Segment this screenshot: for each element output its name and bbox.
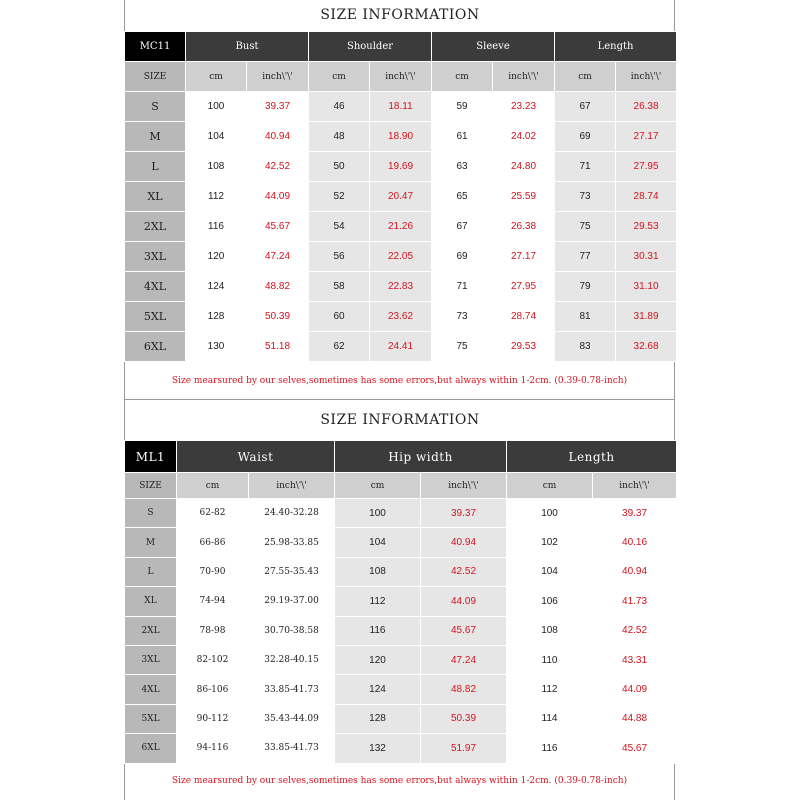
cm-value: 56: [309, 242, 370, 272]
inch-value: 33.85-41.73: [249, 675, 335, 704]
cm-value: 104: [186, 122, 247, 152]
cm-value: 106: [507, 587, 593, 616]
cm-value: 62: [309, 332, 370, 362]
cm-value: 112: [507, 675, 593, 704]
cm-value: 50: [309, 152, 370, 182]
cm-value: 108: [186, 152, 247, 182]
cm-value: 65: [432, 182, 493, 212]
unit-cm: cm: [507, 473, 593, 499]
inch-value: 23.23: [493, 92, 555, 122]
hip-width-header: Hip width: [335, 441, 507, 473]
cm-value: 116: [186, 212, 247, 242]
unit-cm: cm: [432, 62, 493, 92]
inch-value: 50.39: [247, 302, 309, 332]
cm-value: 114: [507, 704, 593, 733]
inch-value: 28.74: [616, 182, 677, 212]
inch-value: 26.38: [493, 212, 555, 242]
size-label: 5XL: [125, 302, 186, 332]
size-label: XL: [125, 587, 177, 616]
cm-value: 94-116: [177, 734, 249, 763]
cm-value: 60: [309, 302, 370, 332]
unit-inch: inch\'\': [370, 62, 432, 92]
inch-value: 39.37: [593, 499, 677, 528]
unit-inch: inch\'\': [616, 62, 677, 92]
inch-value: 27.55-35.43: [249, 557, 335, 586]
table-row: [125, 92, 677, 122]
inch-value: 32.68: [616, 332, 677, 362]
inch-value: 31.89: [616, 302, 677, 332]
cm-value: 130: [186, 332, 247, 362]
cm-value: 132: [335, 734, 421, 763]
cm-value: 75: [432, 332, 493, 362]
table2-title: SIZE INFORMATION: [320, 412, 480, 428]
inch-value: 40.94: [593, 557, 677, 586]
table-row: [125, 242, 677, 272]
product-code: ML1: [125, 441, 177, 473]
table-row: [125, 645, 677, 674]
inch-value: 31.10: [616, 272, 677, 302]
inch-value: 44.09: [593, 675, 677, 704]
cm-value: 116: [335, 616, 421, 645]
inch-value: 22.05: [370, 242, 432, 272]
table1-note: Size mearsured by our selves,sometimes has some errors,but always within 1-2cm. (0.39-0.78-inch): [171, 376, 628, 386]
cm-value: 48: [309, 122, 370, 152]
size-label: 4XL: [125, 272, 186, 302]
cm-value: 120: [335, 645, 421, 674]
inch-value: 18.11: [370, 92, 432, 122]
cm-value: 61: [432, 122, 493, 152]
inch-value: 24.80: [493, 152, 555, 182]
table-row: [125, 182, 677, 212]
inch-value: 20.47: [370, 182, 432, 212]
bust-header: Bust: [186, 32, 309, 62]
cm-value: 102: [507, 528, 593, 557]
inch-value: 39.37: [421, 499, 507, 528]
cm-value: 128: [186, 302, 247, 332]
inch-value: 41.73: [593, 587, 677, 616]
inch-value: 39.37: [247, 92, 309, 122]
cm-value: 67: [555, 92, 616, 122]
cm-value: 90-112: [177, 704, 249, 733]
inch-value: 45.67: [421, 616, 507, 645]
length-header: Length: [555, 32, 677, 62]
section-divider: [124, 399, 675, 400]
inch-value: 51.97: [421, 734, 507, 763]
size-label: 4XL: [125, 675, 177, 704]
inch-value: 40.94: [247, 122, 309, 152]
waist-header: Waist: [177, 441, 335, 473]
cm-value: 124: [186, 272, 247, 302]
cm-value: 67: [432, 212, 493, 242]
cm-value: 62-82: [177, 499, 249, 528]
inch-value: 51.18: [247, 332, 309, 362]
table-row: [125, 272, 677, 302]
inch-value: 25.98-33.85: [249, 528, 335, 557]
cm-value: 52: [309, 182, 370, 212]
cm-value: 82-102: [177, 645, 249, 674]
length-header: Length: [507, 441, 677, 473]
cm-value: 58: [309, 272, 370, 302]
unit-inch: inch\'\': [593, 473, 677, 499]
size-label: S: [125, 92, 186, 122]
inch-value: 27.95: [616, 152, 677, 182]
size-label: 3XL: [125, 242, 186, 272]
size-label: L: [125, 557, 177, 586]
table2-note: Size mearsured by our selves,sometimes has some errors,but always within 1-2cm. (0.39-0.78-inch): [171, 776, 628, 786]
inch-value: 45.67: [593, 734, 677, 763]
unit-inch: inch\'\': [493, 62, 555, 92]
size-label: M: [125, 122, 186, 152]
cm-value: 128: [335, 704, 421, 733]
sleeve-header: Sleeve: [432, 32, 555, 62]
inch-value: 40.16: [593, 528, 677, 557]
table-row: [125, 122, 677, 152]
unit-inch: inch\'\': [247, 62, 309, 92]
inch-value: 18.90: [370, 122, 432, 152]
table-row: [125, 499, 677, 528]
cm-value: 73: [432, 302, 493, 332]
table-row: [125, 675, 677, 704]
inch-value: 47.24: [421, 645, 507, 674]
inch-value: 44.88: [593, 704, 677, 733]
inch-value: 48.82: [247, 272, 309, 302]
bottom-size-table: [124, 440, 677, 764]
inch-value: 48.82: [421, 675, 507, 704]
table-row: [125, 302, 677, 332]
size-label: 5XL: [125, 704, 177, 733]
cm-value: 112: [335, 587, 421, 616]
inch-value: 25.59: [493, 182, 555, 212]
unit-inch: inch\'\': [249, 473, 335, 499]
inch-value: 35.43-44.09: [249, 704, 335, 733]
product-code: MC11: [125, 32, 186, 62]
cm-value: 78-98: [177, 616, 249, 645]
cm-value: 86-106: [177, 675, 249, 704]
cm-value: 79: [555, 272, 616, 302]
inch-value: 45.67: [247, 212, 309, 242]
cm-value: 116: [507, 734, 593, 763]
cm-value: 74-94: [177, 587, 249, 616]
table-row: [125, 587, 677, 616]
cm-value: 104: [507, 557, 593, 586]
inch-value: 40.94: [421, 528, 507, 557]
cm-value: 71: [555, 152, 616, 182]
cm-value: 69: [432, 242, 493, 272]
size-label: XL: [125, 182, 186, 212]
table-row: [125, 152, 677, 182]
size-header: SIZE: [125, 473, 177, 499]
cm-value: 69: [555, 122, 616, 152]
cm-value: 77: [555, 242, 616, 272]
top-size-table: [124, 31, 677, 362]
size-label: M: [125, 528, 177, 557]
inch-value: 42.52: [593, 616, 677, 645]
unit-cm: cm: [335, 473, 421, 499]
cm-value: 66-86: [177, 528, 249, 557]
inch-value: 47.24: [247, 242, 309, 272]
inch-value: 28.74: [493, 302, 555, 332]
shoulder-header: Shoulder: [309, 32, 432, 62]
cm-value: 110: [507, 645, 593, 674]
inch-value: 42.52: [247, 152, 309, 182]
inch-value: 44.09: [421, 587, 507, 616]
cm-value: 108: [507, 616, 593, 645]
table-row: [125, 212, 677, 242]
cm-value: 83: [555, 332, 616, 362]
inch-value: 33.85-41.73: [249, 734, 335, 763]
inch-value: 21.26: [370, 212, 432, 242]
inch-value: 50.39: [421, 704, 507, 733]
inch-value: 23.62: [370, 302, 432, 332]
inch-value: 24.02: [493, 122, 555, 152]
cm-value: 104: [335, 528, 421, 557]
table-row: [125, 332, 677, 362]
table-row: [125, 557, 677, 586]
inch-value: 44.09: [247, 182, 309, 212]
unit-cm: cm: [555, 62, 616, 92]
unit-cm: cm: [177, 473, 249, 499]
table-row: [125, 528, 677, 557]
cm-value: 54: [309, 212, 370, 242]
inch-value: 32.28-40.15: [249, 645, 335, 674]
table-row: [125, 616, 677, 645]
inch-value: 27.17: [616, 122, 677, 152]
inch-value: 22.83: [370, 272, 432, 302]
cm-value: 59: [432, 92, 493, 122]
cm-value: 120: [186, 242, 247, 272]
cm-value: 75: [555, 212, 616, 242]
inch-value: 30.31: [616, 242, 677, 272]
cm-value: 81: [555, 302, 616, 332]
cm-value: 70-90: [177, 557, 249, 586]
inch-value: 30.70-38.58: [249, 616, 335, 645]
unit-cm: cm: [186, 62, 247, 92]
size-label: S: [125, 499, 177, 528]
size-label: 2XL: [125, 616, 177, 645]
inch-value: 26.38: [616, 92, 677, 122]
unit-cm: cm: [309, 62, 370, 92]
cm-value: 100: [335, 499, 421, 528]
inch-value: 27.17: [493, 242, 555, 272]
size-label: 3XL: [125, 645, 177, 674]
inch-value: 29.19-37.00: [249, 587, 335, 616]
cm-value: 108: [335, 557, 421, 586]
size-label: L: [125, 152, 186, 182]
cm-value: 100: [186, 92, 247, 122]
cm-value: 71: [432, 272, 493, 302]
cm-value: 63: [432, 152, 493, 182]
size-header: SIZE: [125, 62, 186, 92]
inch-value: 24.40-32.28: [249, 499, 335, 528]
size-label: 6XL: [125, 734, 177, 763]
table1-title: SIZE INFORMATION: [320, 7, 480, 23]
unit-inch: inch\'\': [421, 473, 507, 499]
cm-value: 100: [507, 499, 593, 528]
cm-value: 73: [555, 182, 616, 212]
inch-value: 24.41: [370, 332, 432, 362]
size-label: 2XL: [125, 212, 186, 242]
cm-value: 124: [335, 675, 421, 704]
inch-value: 42.52: [421, 557, 507, 586]
table-row: [125, 734, 677, 763]
table-row: [125, 704, 677, 733]
cm-value: 112: [186, 182, 247, 212]
inch-value: 29.53: [493, 332, 555, 362]
size-label: 6XL: [125, 332, 186, 362]
inch-value: 19.69: [370, 152, 432, 182]
inch-value: 29.53: [616, 212, 677, 242]
cm-value: 46: [309, 92, 370, 122]
inch-value: 43.31: [593, 645, 677, 674]
inch-value: 27.95: [493, 272, 555, 302]
